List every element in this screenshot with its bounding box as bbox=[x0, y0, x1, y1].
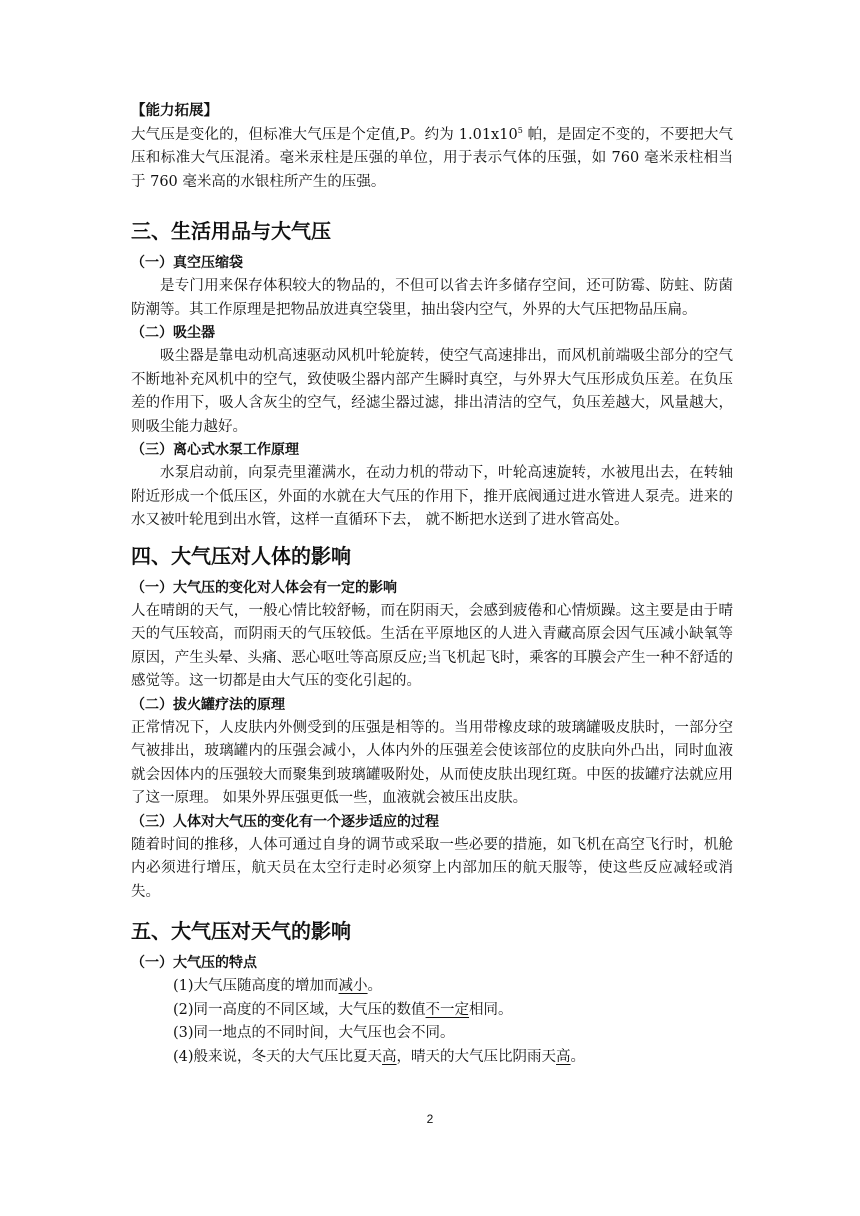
section4-title: 四、大气压对人体的影响 bbox=[131, 543, 351, 568]
list-item bbox=[131, 975, 733, 999]
section4-sub3-text: 随着时间的推移，人体可通过自身的调节或采取一些必要的措施，如飞机在高空飞行时，机舱内必须进行增压，航天员在太空行走时必须穿上内部加压的航天服等，使这些反应减轻或消失。 bbox=[131, 836, 733, 900]
page-number: 2 bbox=[426, 1112, 434, 1126]
list-item bbox=[131, 1022, 733, 1046]
section3-sub2-title: （二）吸尘器 bbox=[131, 325, 215, 341]
item-text: 。 bbox=[570, 1048, 586, 1065]
answer-blank: 减小 bbox=[338, 978, 368, 994]
item-text: (3)同一地点的不同时间，大气压也会不同。 bbox=[173, 1025, 455, 1041]
ability-heading: 【能力拓展】 bbox=[131, 103, 218, 119]
section4-sub1-title: （一）大气压的变化对人体会有一定的影响 bbox=[131, 579, 397, 596]
page-content bbox=[131, 100, 733, 1069]
item-text: (4)般来说，冬天的大气压比夏天 bbox=[173, 1048, 383, 1065]
ability-text-post: 帕，是固定不变的，不要把大气压和标准大气压混淆。毫米汞柱是压强的单位，用于表示气体的压强，如 760 毫米汞柱相当于 760 毫米高的水银柱所产生的压强。 bbox=[131, 126, 734, 190]
section3-title: 三、生活用品与大气压 bbox=[131, 219, 331, 243]
answer-blank: 不一定 bbox=[425, 1001, 470, 1018]
list-item bbox=[131, 1046, 733, 1070]
ability-text-pre: 大气压是变化的，但标准大气压是个定值,P。约为 1.01x10 bbox=[131, 126, 518, 143]
section4-sub2-text: 正常情况下，人皮肤内外侧受到的压强是相等的。当用带橡皮球的玻璃罐吸皮肤时，一部分空气被排出，玻璃罐内的压强会减小，人体内外的压强差会使该部位的皮肤向外凸出，同时血液就会因体内的压强较大而聚集到玻璃罐吸附处，从而使皮肤出现红斑。中医的拔罐疗法就应用了这一原理。 如果外界压强更低一些，血液就会被压出皮肤。 bbox=[131, 719, 733, 806]
item-text: (1)大气压随高度的增加而 bbox=[173, 978, 339, 994]
section3-sub1-text: 是专门用来保存体积较大的物品的，不但可以省去许多储存空间，还可防霉、防蛀、防菌防潮等。其工作原理是把物品放进真空袋里，抽出袋内空气，外界的大气压把物品压扁。 bbox=[131, 278, 733, 318]
list-item bbox=[131, 999, 733, 1023]
item-text: ，晴天的大气压比阴雨天 bbox=[396, 1048, 557, 1065]
item-text: 相同。 bbox=[469, 1001, 513, 1018]
section4-sub3-title: （三）人体对大气压的变化有一个逐步适应的过程 bbox=[131, 813, 439, 830]
ability-paragraph bbox=[131, 124, 733, 195]
section3-sub3-text: 水泵启动前，向泵壳里灌满水，在动力机的带动下，叶轮高速旋转，水被甩出去，在转轴附近形成一个低压区，外面的水就在大气压的作用下，推开底阀通过进水管进人泵壳。进来的水又被叶轮甩到出水管，这样一直循环下去， 就不断把水送到了进水管高处。 bbox=[131, 465, 733, 528]
section3-sub1-title: （一）真空压缩袋 bbox=[131, 255, 243, 271]
section3-sub2-text: 吸尘器是靠电动机高速驱动风机叶轮旋转，使空气高速排出，而风机前端吸尘部分的空气不断地补充风机中的空气，致使吸尘器内部产生瞬时真空，与外界大气压形成负压差。在负压差的作用下，吸人含灰尘的空气，经滤尘器过滤，排出清洁的空气，负压差越大，风量越大，则吸尘能力越好。 bbox=[131, 348, 733, 435]
section4-sub1-text: 人在晴朗的天气，一般心情比较舒畅，而在阴雨天，会感到疲倦和心情烦躁。这主要是由于晴天的气压较高，而阴雨天的气压较低。生活在平原地区的人进入青藏高原会因气压减小缺氧等原因，产生头晕、头痛、恶心呕吐等高原反应;当飞机起飞时，乘客的耳膜会产生一种不舒适的感觉等。这一切都是由大气压的变化引起的。 bbox=[131, 602, 733, 689]
item-text: 。 bbox=[367, 978, 383, 994]
answer-blank: 高 bbox=[556, 1048, 571, 1065]
section3-sub3-title: （三）离心式水泵工作原理 bbox=[131, 442, 299, 458]
section4-sub2-title: （二）拔火罐疗法的原理 bbox=[131, 696, 285, 713]
exponent: 5 bbox=[517, 125, 523, 135]
section5-sub1-title: （一）大气压的特点 bbox=[131, 955, 257, 971]
section5-title: 五、大气压对天气的影响 bbox=[131, 919, 351, 943]
answer-blank: 高 bbox=[382, 1048, 397, 1065]
item-text: (2)同一高度的不同区域，大气压的数值 bbox=[173, 1001, 426, 1018]
